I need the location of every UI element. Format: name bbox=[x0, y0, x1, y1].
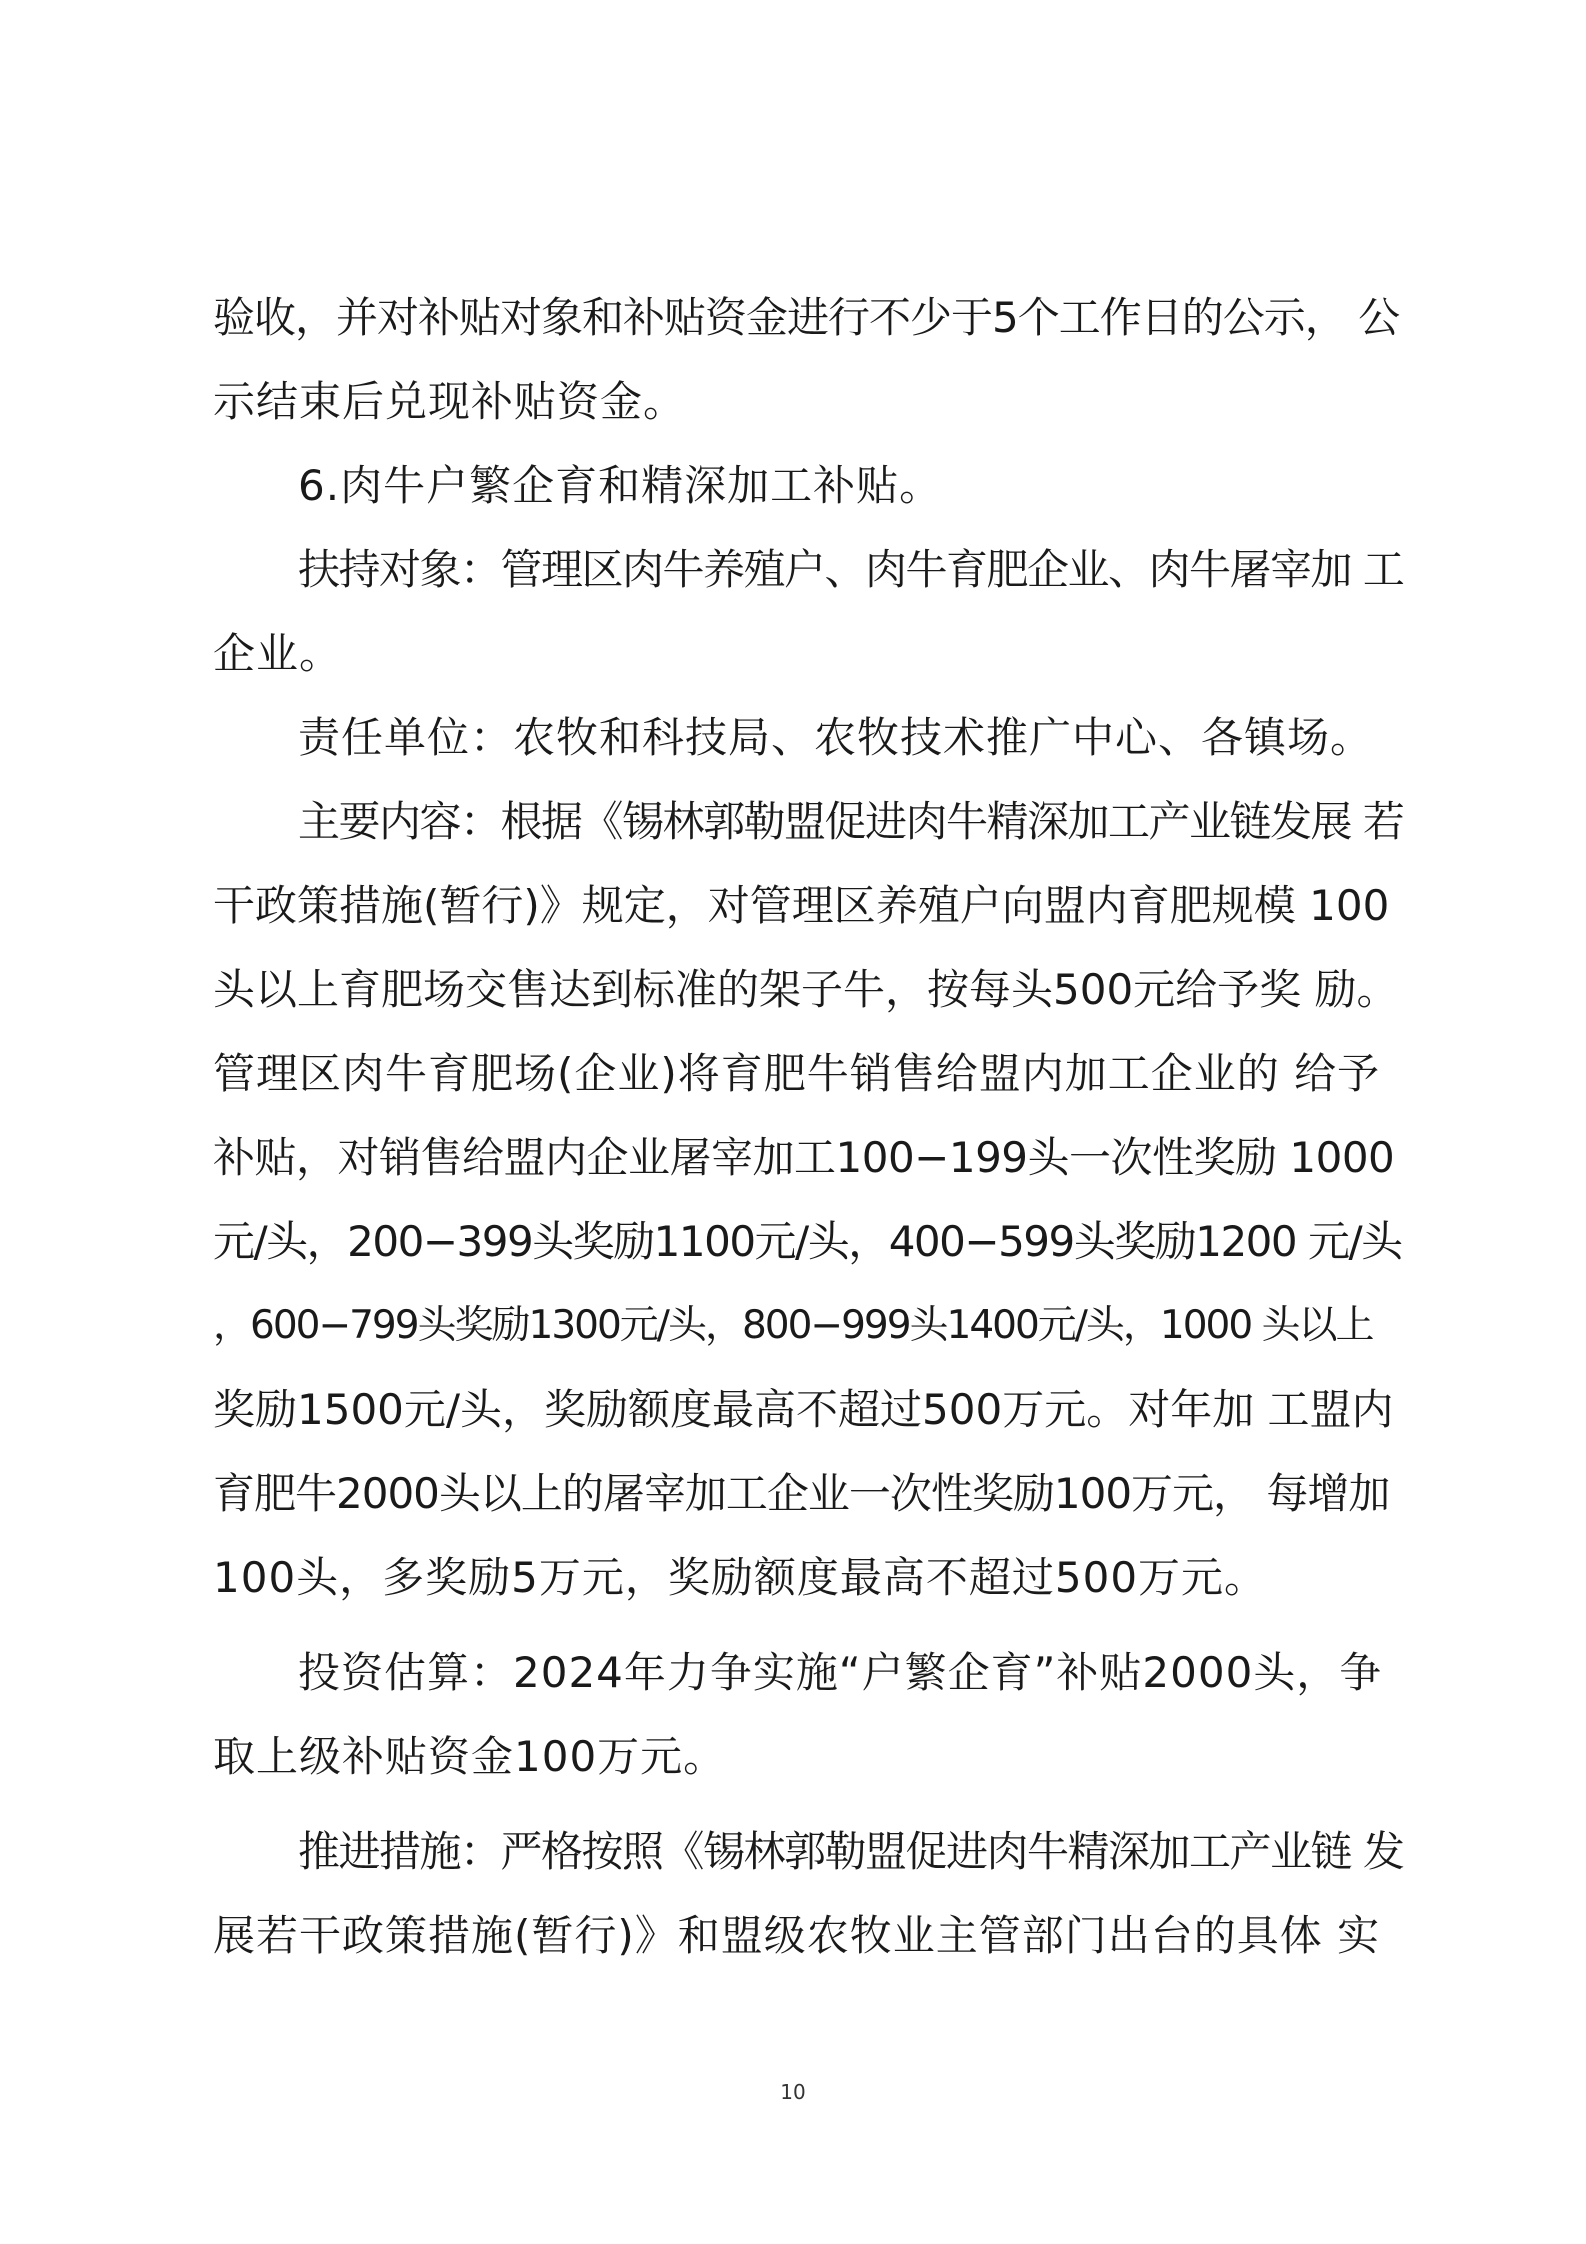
text-line: 元/头，200−399头奖励1100元/头，400−599头奖励1200 元/头 bbox=[213, 1217, 1402, 1266]
text-line: 企业。 bbox=[213, 629, 343, 678]
section-heading: 6.肉牛户繁企育和精深加工补贴。 bbox=[298, 461, 943, 510]
text-line: 头以上育肥场交售达到标准的架子牛，按每头500元给予奖 励。 bbox=[213, 965, 1399, 1014]
text-line: 验收，并对补贴对象和补贴资金进行不少于5个工作日的公示， 公 bbox=[213, 293, 1400, 342]
page-number: 10 bbox=[780, 2080, 806, 2104]
text-line: 主要内容：根据《锡林郭勒盟促进肉牛精深加工产业链发展 若 bbox=[298, 797, 1404, 846]
text-line: 扶持对象：管理区肉牛养殖户、肉牛育肥企业、肉牛屠宰加 工 bbox=[298, 545, 1404, 594]
text-line: ，600−799头奖励1300元/头，800−999头1400元/头，1000 头以上 bbox=[213, 1303, 1373, 1348]
text-line: 示结束后兑现补贴资金。 bbox=[213, 377, 687, 426]
text-line: 补贴，对销售给盟内企业屠宰加工100−199头一次性奖励 1000 bbox=[213, 1133, 1395, 1182]
text-line: 投资估算：2024年力争实施“户繁企育”补贴2000头，争 bbox=[298, 1648, 1383, 1697]
text-line: 推进措施：严格按照《锡林郭勒盟促进肉牛精深加工产业链 发 bbox=[298, 1827, 1404, 1876]
text-line: 奖励1500元/头，奖励额度最高不超过500万元。对年加 工盟内 bbox=[213, 1385, 1394, 1434]
text-line: 取上级补贴资金100万元。 bbox=[213, 1732, 727, 1781]
text-line: 管理区肉牛育肥场(企业)将育肥牛销售给盟内加工企业的 给予 bbox=[213, 1049, 1381, 1098]
text-line: 100头，多奖励5万元，奖励额度最高不超过500万元。 bbox=[213, 1553, 1268, 1602]
text-line: 干政策措施(暂行)》规定，对管理区养殖户向盟内育肥规模 100 bbox=[213, 881, 1390, 930]
text-line: 育肥牛2000头以上的屠宰加工企业一次性奖励100万元， 每增加 bbox=[213, 1469, 1390, 1518]
text-line: 展若干政策措施(暂行)》和盟级农牧业主管部门出台的具体 实 bbox=[213, 1911, 1381, 1960]
text-line: 责任单位：农牧和科技局、农牧技术推广中心、各镇场。 bbox=[298, 713, 1374, 762]
